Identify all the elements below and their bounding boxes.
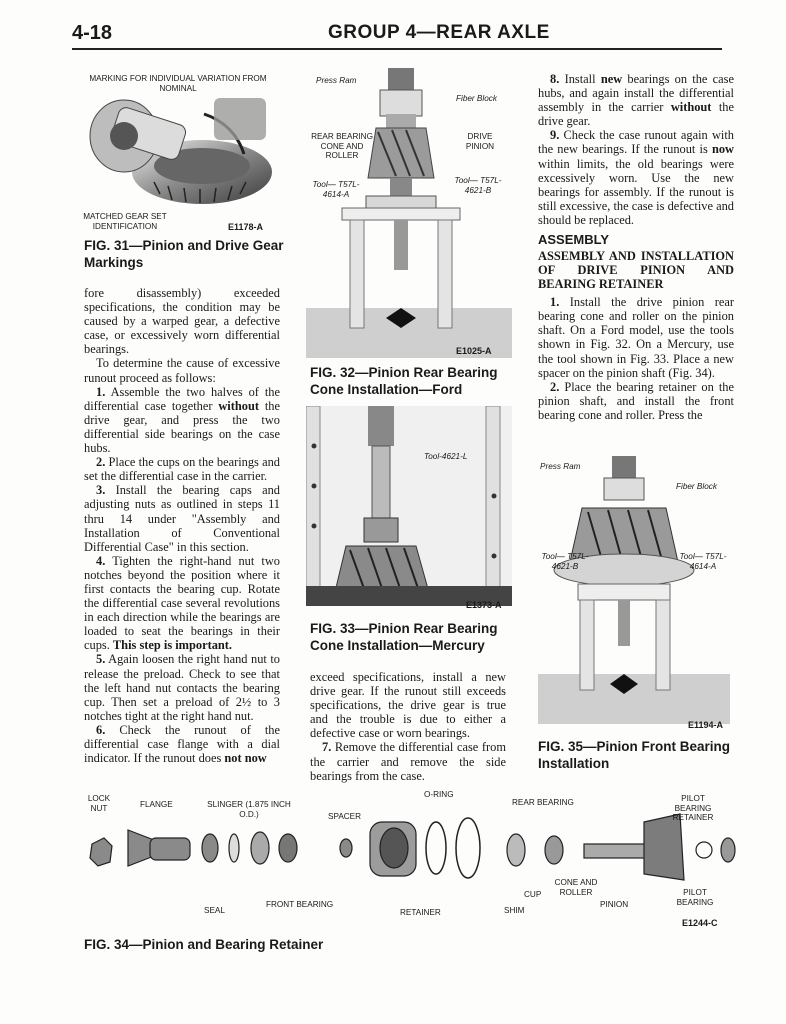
fig34-seal: SEAL [204,906,225,915]
fig34-image [84,800,744,910]
col1-step-3: 3. Install the bearing caps and adjusting nuts as outlined in steps 11 thru 14 under "Assembly and Installation of Conventional Differential Case" in this section. [84,483,280,554]
fig34-cup: CUP [524,890,542,899]
col1-step-4: 4. Tighten the right-hand nut two notches beyond the position where it first contacts the bearing cup. Rotate the differential case several revolutions in each direction while the bearings are loaded to seat the bearings in their cups. This step is important. [84,553,280,653]
col1-para-0: fore disassembly) exceeded specifications, the condition may be caused by a warped gear, a defective case, or excessively worn differential bearings. [84,286,280,357]
fig32-drive-pinion: DRIVE PINION [465,132,495,151]
fig34-code: E1244-C [682,918,718,928]
fig34-pinion: PINION [600,900,629,909]
fig31-label-matched: MATCHED GEAR SET IDENTIFICATION [83,212,167,231]
fig34-shim: SHIM [504,906,525,915]
fig32-caption: FIG. 32—Pinion Rear Bearing Cone Installation—Ford [310,365,498,397]
fig35-fiber-block: Fiber Block [676,482,717,491]
fig33-caption: FIG. 33—Pinion Rear Bearing Cone Installation—Mercury [310,621,498,653]
fig35-tool-left: Tool— T57L-4621-B [541,552,589,571]
fig32-tool-right: Tool— T57L-4621-B [454,176,502,195]
col2-para-0: exceed specifications, install a new drive gear. If the runout still exceeds specifications, the drive gear is true and the trouble is due to either a defective case or worn bearings. [310,670,506,741]
fig34-pilot-bearing: PILOT BEARING [676,888,714,907]
group-title: GROUP 4—REAR AXLE [328,22,550,43]
fig33-tool: Tool-4621-L [424,452,468,461]
fig31-image [84,94,274,210]
fig34-spacer: SPACER [328,812,362,821]
col1-step-2: 2. Place the cups on the bearings and set the differential case in the carrier. [84,455,280,484]
assembly-subheading: ASSEMBLY AND INSTALLATION OF DRIVE PINION AND BEARING RETAINER [538,249,734,292]
fig32-press-ram: Press Ram [316,76,357,85]
fig35-image [538,452,730,724]
column-1-text [84,286,280,765]
fig34-flange: FLANGE [140,800,173,809]
fig32-rear-bearing: REAR BEARING CONE AND ROLLER [311,132,373,161]
column-2-text [310,670,506,783]
fig32-tool-left: Tool— T57L-4614-A [312,180,360,199]
fig34-front-bearing: FRONT BEARING [266,900,334,909]
page-number: 4-18 [72,22,113,44]
fig31-caption: FIG. 31—Pinion and Drive Gear Markings [84,238,284,270]
col3-assembly-step-2: 2. Place the bearing retainer on the pinion shaft, and install the front bearing cone and roller. Press the [538,379,734,422]
fig34-pilot-retainer: PILOT BEARING RETAINER [672,794,714,823]
fig35-code: E1194-A [688,720,724,730]
page-header [72,22,722,50]
col3-assembly-step-1: 1. Install the drive pinion rear bearing cone and roller on the pinion shaft. On a Ford model, use the tools shown in Fig. 32. On a Mercury, use the tool shown in Fig. 33. Place a new spacer on the pinion shaft (Fig. 34). [538,295,734,380]
col1-para-1: To determine the cause of excessive runout proceed as follows: [84,356,280,385]
col2-step-7: 7. Remove the differential case from the carrier and remove the side bearings from the case. [310,740,506,783]
fig34-retainer: RETAINER [400,908,441,917]
col3-step-9: 9. Check the case runout again with the new bearings. If the runout is now within limits, the old bearings were excessively worn. Use the new bearings for assembly. If the runout is still excessive, the case is defective and should be replaced. [538,128,734,227]
fig32-code: E1025-A [456,346,492,356]
col1-step-5: 5. Again loosen the right hand nut to release the preload. Check to see that the left hand nut contacts the bearing cup. Then set a preload of 2½ to 3 notches tight at the right hand nut. [84,652,280,723]
col1-step-1: 1. Assemble the two halves of the differential case together without the drive gear, and press the two differential side bearings on the case hubs. [84,384,280,456]
col3-step-8: 8. Install new bearings on the case hubs, and again install the differential assembly in the carrier without the drive gear. [538,72,735,129]
fig35-caption: FIG. 35—Pinion Front Bearing Installation [538,739,731,771]
fig31-label-marking: MARKING FOR INDIVIDUAL VARIATION FROM NOMINAL [89,74,267,93]
fig33-image [306,406,512,606]
fig31-code: E1178-A [228,222,264,232]
fig35-press-ram: Press Ram [540,462,581,471]
fig34-caption: FIG. 34—Pinion and Bearing Retainer [84,937,324,952]
fig34-rear-bearing: REAR BEARING [512,798,574,807]
fig32-fiber-block: Fiber Block [456,94,497,103]
fig34-o-ring: O-RING [424,790,454,799]
fig35-tool-right: Tool— T57L-4614-A [679,552,727,571]
assembly-heading: ASSEMBLY [538,232,610,248]
fig33-code: E1373-A [466,600,502,610]
fig34-slinger: SLINGER (1.875 INCH O.D.) [207,800,291,819]
fig32-image [306,68,512,358]
column-3-text [538,72,734,422]
col1-step-6: 6. Check the runout of the differential case flange with a dial indicator. If the runout does not now [84,722,280,766]
fig34-lock-nut: LOCK NUT [87,794,111,813]
fig34-cone-roller: CONE AND ROLLER [554,878,598,897]
